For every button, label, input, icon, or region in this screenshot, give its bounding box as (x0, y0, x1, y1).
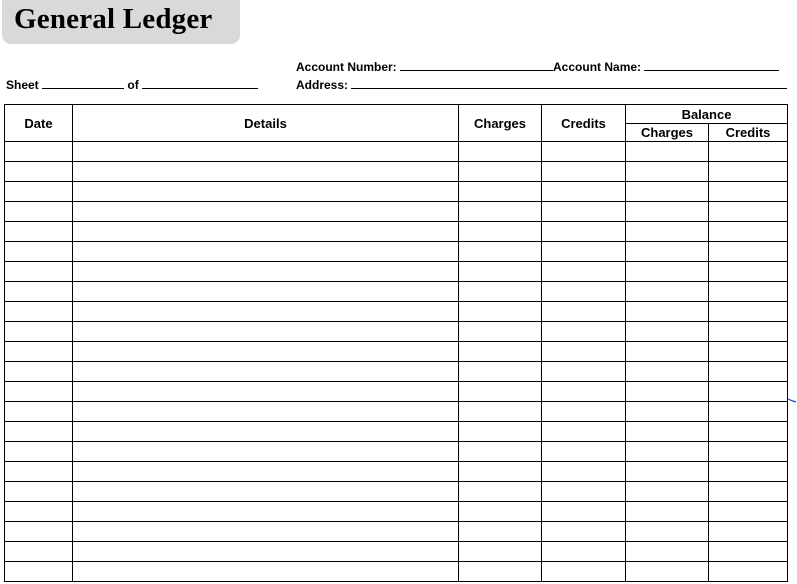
cell-credits[interactable] (542, 502, 626, 522)
table-row (5, 562, 788, 582)
table-row (5, 362, 788, 382)
cell-balance-credits[interactable] (709, 522, 788, 542)
cell-details[interactable] (73, 502, 459, 522)
cell-details[interactable] (73, 322, 459, 342)
table-row (5, 502, 788, 522)
cell-date[interactable] (5, 462, 73, 482)
table-row (5, 402, 788, 422)
cell-date[interactable] (5, 522, 73, 542)
header-charges: Charges (459, 105, 542, 142)
table-row (5, 522, 788, 542)
cell-details[interactable] (73, 562, 459, 582)
table-row (5, 182, 788, 202)
cell-balance-credits[interactable] (709, 402, 788, 422)
cell-balance-credits[interactable] (709, 362, 788, 382)
cell-credits[interactable] (542, 402, 626, 422)
cell-balance-charges[interactable] (626, 222, 709, 242)
table-row (5, 322, 788, 342)
cell-balance-charges[interactable] (626, 242, 709, 262)
cell-balance-credits[interactable] (709, 262, 788, 282)
cell-balance-charges[interactable] (626, 502, 709, 522)
cell-credits[interactable] (542, 322, 626, 342)
cell-balance-credits[interactable] (709, 162, 788, 182)
cell-details[interactable] (73, 362, 459, 382)
cell-date[interactable] (5, 362, 73, 382)
cell-credits[interactable] (542, 522, 626, 542)
address-label: Address: (296, 78, 349, 92)
cell-details[interactable] (73, 342, 459, 362)
cell-balance-credits[interactable] (709, 342, 788, 362)
cell-details[interactable] (73, 242, 459, 262)
cell-balance-credits[interactable] (709, 202, 788, 222)
cell-balance-charges[interactable] (626, 342, 709, 362)
table-row (5, 222, 788, 242)
account-name-field[interactable] (644, 60, 779, 71)
cell-charges[interactable] (459, 462, 542, 482)
table-row (5, 442, 788, 462)
table-row (5, 282, 788, 302)
cell-credits[interactable] (542, 182, 626, 202)
cell-balance-credits[interactable] (709, 482, 788, 502)
account-number-line (296, 60, 779, 74)
cell-credits[interactable] (542, 162, 626, 182)
cell-charges[interactable] (459, 282, 542, 302)
cell-charges[interactable] (459, 402, 542, 422)
cell-details[interactable] (73, 442, 459, 462)
table-row (5, 262, 788, 282)
cell-credits[interactable] (542, 282, 626, 302)
cell-balance-charges[interactable] (626, 262, 709, 282)
cell-balance-credits[interactable] (709, 302, 788, 322)
cell-details[interactable] (73, 402, 459, 422)
cell-balance-charges[interactable] (626, 182, 709, 202)
cell-details[interactable] (73, 182, 459, 202)
table-row (5, 162, 788, 182)
cell-date[interactable] (5, 502, 73, 522)
cell-balance-charges[interactable] (626, 442, 709, 462)
table-row (5, 202, 788, 222)
cell-balance-credits[interactable] (709, 502, 788, 522)
ledger-table (4, 104, 788, 582)
cell-date[interactable] (5, 482, 73, 502)
cell-balance-credits[interactable] (709, 142, 788, 162)
cell-balance-charges[interactable] (626, 202, 709, 222)
cell-date[interactable] (5, 422, 73, 442)
cell-date[interactable] (5, 162, 73, 182)
cell-balance-charges[interactable] (626, 382, 709, 402)
sheet-number-field[interactable] (42, 78, 124, 89)
table-row (5, 142, 788, 162)
cell-balance-credits[interactable] (709, 242, 788, 262)
cell-date[interactable] (5, 342, 73, 362)
table-row (5, 462, 788, 482)
cell-credits[interactable] (542, 382, 626, 402)
cell-balance-credits[interactable] (709, 462, 788, 482)
cell-charges[interactable] (459, 422, 542, 442)
pen-mark (787, 398, 797, 404)
cell-balance-charges[interactable] (626, 562, 709, 582)
cell-date[interactable] (5, 202, 73, 222)
cell-date[interactable] (5, 442, 73, 462)
account-number-label: Account Number: (296, 60, 397, 74)
cell-details[interactable] (73, 422, 459, 442)
cell-credits[interactable] (542, 542, 626, 562)
cell-credits[interactable] (542, 422, 626, 442)
cell-charges[interactable] (459, 202, 542, 222)
cell-balance-credits[interactable] (709, 222, 788, 242)
cell-details[interactable] (73, 542, 459, 562)
cell-charges[interactable] (459, 562, 542, 582)
cell-balance-credits[interactable] (709, 562, 788, 582)
cell-date[interactable] (5, 282, 73, 302)
address-line (296, 78, 787, 92)
table-row (5, 242, 788, 262)
address-field[interactable] (351, 78, 787, 89)
cell-date[interactable] (5, 322, 73, 342)
cell-balance-credits[interactable] (709, 422, 788, 442)
cell-balance-credits[interactable] (709, 182, 788, 202)
cell-date[interactable] (5, 242, 73, 262)
account-number-field[interactable] (400, 60, 553, 71)
sheet-line (6, 78, 258, 92)
cell-credits[interactable] (542, 202, 626, 222)
table-row (5, 542, 788, 562)
cell-charges[interactable] (459, 262, 542, 282)
cell-balance-charges[interactable] (626, 322, 709, 342)
cell-charges[interactable] (459, 362, 542, 382)
cell-charges[interactable] (459, 502, 542, 522)
cell-balance-charges[interactable] (626, 422, 709, 442)
cell-charges[interactable] (459, 142, 542, 162)
cell-date[interactable] (5, 562, 73, 582)
table-row (5, 342, 788, 362)
sheet-label: Sheet (6, 78, 39, 92)
cell-credits[interactable] (542, 222, 626, 242)
table-row (5, 302, 788, 322)
cell-date[interactable] (5, 142, 73, 162)
cell-details[interactable] (73, 142, 459, 162)
title-banner (2, 0, 240, 44)
cell-balance-charges[interactable] (626, 522, 709, 542)
header-balance-charges: Charges (626, 124, 709, 142)
cell-charges[interactable] (459, 162, 542, 182)
table-row (5, 482, 788, 502)
cell-charges[interactable] (459, 342, 542, 362)
cell-balance-charges[interactable] (626, 402, 709, 422)
cell-details[interactable] (73, 382, 459, 402)
table-row (5, 422, 788, 442)
cell-details[interactable] (73, 262, 459, 282)
cell-balance-credits[interactable] (709, 542, 788, 562)
cell-balance-credits[interactable] (709, 382, 788, 402)
cell-date[interactable] (5, 382, 73, 402)
table-row (5, 382, 788, 402)
cell-credits[interactable] (542, 262, 626, 282)
page-title: General Ledger (14, 3, 213, 35)
cell-balance-credits[interactable] (709, 282, 788, 302)
cell-charges[interactable] (459, 482, 542, 502)
sheet-of-label: of (127, 78, 139, 92)
sheet-total-field[interactable] (142, 78, 258, 89)
cell-details[interactable] (73, 482, 459, 502)
cell-balance-charges[interactable] (626, 302, 709, 322)
cell-charges[interactable] (459, 182, 542, 202)
cell-details[interactable] (73, 202, 459, 222)
cell-details[interactable] (73, 222, 459, 242)
cell-balance-charges[interactable] (626, 362, 709, 382)
cell-balance-charges[interactable] (626, 462, 709, 482)
cell-balance-charges[interactable] (626, 542, 709, 562)
ledger-body (5, 142, 788, 582)
cell-date[interactable] (5, 222, 73, 242)
cell-date[interactable] (5, 182, 73, 202)
cell-date[interactable] (5, 542, 73, 562)
cell-credits[interactable] (542, 342, 626, 362)
cell-charges[interactable] (459, 542, 542, 562)
cell-details[interactable] (73, 302, 459, 322)
cell-credits[interactable] (542, 302, 626, 322)
cell-credits[interactable] (542, 482, 626, 502)
cell-charges[interactable] (459, 222, 542, 242)
cell-credits[interactable] (542, 242, 626, 262)
cell-balance-charges[interactable] (626, 162, 709, 182)
account-name-label: Account Name: (553, 60, 642, 74)
cell-credits[interactable] (542, 562, 626, 582)
header-balance: Balance (626, 105, 788, 124)
cell-date[interactable] (5, 402, 73, 422)
cell-charges[interactable] (459, 242, 542, 262)
cell-credits[interactable] (542, 442, 626, 462)
cell-details[interactable] (73, 522, 459, 542)
header-credits: Credits (542, 105, 626, 142)
cell-balance-charges[interactable] (626, 142, 709, 162)
cell-balance-charges[interactable] (626, 282, 709, 302)
cell-credits[interactable] (542, 462, 626, 482)
header-details: Details (73, 105, 459, 142)
cell-details[interactable] (73, 462, 459, 482)
cell-balance-credits[interactable] (709, 442, 788, 462)
cell-credits[interactable] (542, 362, 626, 382)
cell-credits[interactable] (542, 142, 626, 162)
cell-date[interactable] (5, 262, 73, 282)
cell-charges[interactable] (459, 442, 542, 462)
cell-balance-charges[interactable] (626, 482, 709, 502)
cell-charges[interactable] (459, 382, 542, 402)
header-balance-credits: Credits (709, 124, 788, 142)
cell-charges[interactable] (459, 302, 542, 322)
header-date: Date (5, 105, 73, 142)
cell-charges[interactable] (459, 522, 542, 542)
cell-charges[interactable] (459, 322, 542, 342)
cell-details[interactable] (73, 282, 459, 302)
cell-details[interactable] (73, 162, 459, 182)
cell-date[interactable] (5, 302, 73, 322)
cell-balance-credits[interactable] (709, 322, 788, 342)
